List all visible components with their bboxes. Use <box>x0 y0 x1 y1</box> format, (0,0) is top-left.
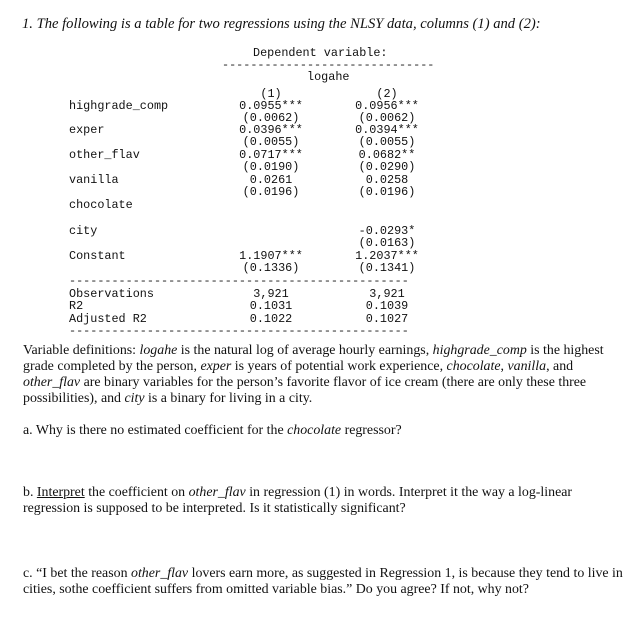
row-label: Constant <box>69 249 126 263</box>
table-mid-rule: ------------------------------------------------ <box>69 274 409 288</box>
coef-cell: 0.0717*** <box>239 148 303 162</box>
stat-cell: 3,921 <box>253 287 289 301</box>
stat-cell: 0.1022 <box>249 312 293 326</box>
coef-cell: 0.0956*** <box>355 99 419 113</box>
stat-label: Observations <box>69 287 154 301</box>
stat-cell: 0.1027 <box>365 312 409 326</box>
se-cell: (0.1341) <box>358 261 416 275</box>
se-cell: (0.0055) <box>242 135 300 149</box>
row-label: exper <box>69 123 105 137</box>
table-top-rule: ------------------------------ <box>222 58 435 72</box>
coef-cell: 1.1907*** <box>239 249 303 263</box>
column-label-1: (1) <box>260 87 282 101</box>
stat-cell: 0.1039 <box>365 299 409 313</box>
coef-cell: 0.0682** <box>358 148 416 162</box>
se-cell: (0.0163) <box>358 236 416 250</box>
coef-cell: 0.0396*** <box>239 123 303 137</box>
row-label: highgrade_comp <box>69 99 169 113</box>
row-label: other_flav <box>69 148 140 162</box>
stat-cell: 3,921 <box>369 287 405 301</box>
row-label: vanilla <box>69 173 119 187</box>
stat-label: Adjusted R2 <box>69 312 147 326</box>
question-title: 1. The following is a table for two regressions using the NLSY data, columns (1) and (2): <box>22 16 541 32</box>
se-cell: (0.0290) <box>358 160 416 174</box>
coef-cell: 0.0394*** <box>355 123 419 137</box>
se-cell: (0.0062) <box>242 111 300 125</box>
question-part-c: c. “I bet the reason other_flav lovers earn more, as suggested in Regression 1, is because they tend to live in cities, sothe coefficient suffers from omitted variable bias.” Do you agree? If not, why not? <box>23 566 623 597</box>
row-label: city <box>69 224 98 238</box>
se-cell: (0.0196) <box>358 185 416 199</box>
se-cell: (0.0055) <box>358 135 416 149</box>
coef-cell: 0.0258 <box>365 173 409 187</box>
coef-cell: 1.2037*** <box>355 249 419 263</box>
question-part-a: a. Why is there no estimated coefficient for the chocolate regressor? <box>23 423 402 438</box>
se-cell: (0.0190) <box>242 160 300 174</box>
stat-cell: 0.1031 <box>249 299 293 313</box>
stat-label: R2 <box>69 299 84 313</box>
variable-definitions: Variable definitions: logahe is the natural log of average hourly earnings, highgrade_comp is the highest grade completed by the person, exper is years of potential work experience, chocolate, vanilla, and other_flav are binary variables for the person’s favorite flavor of ice cream (there are only these three possibilities), and city is a binary for living in a city. <box>23 343 604 406</box>
column-label-2: (2) <box>376 87 398 101</box>
table-header: Dependent variable: <box>253 46 388 60</box>
dependent-variable: logahe <box>307 70 350 84</box>
se-cell: (0.1336) <box>242 261 300 275</box>
coef-cell: 0.0955*** <box>239 99 303 113</box>
coef-cell: -0.0293* <box>358 224 416 238</box>
coef-cell: 0.0261 <box>249 173 293 187</box>
se-cell: (0.0196) <box>242 185 300 199</box>
se-cell: (0.0062) <box>358 111 416 125</box>
table-bottom-rule: ------------------------------------------------ <box>69 324 409 338</box>
row-label: chocolate <box>69 198 133 212</box>
question-part-b: b. Interpret the coefficient on other_flav in regression (1) in words. Interpret it the way a log-linear regression is supposed to be interpreted. Is it statistically significant? <box>23 485 573 516</box>
